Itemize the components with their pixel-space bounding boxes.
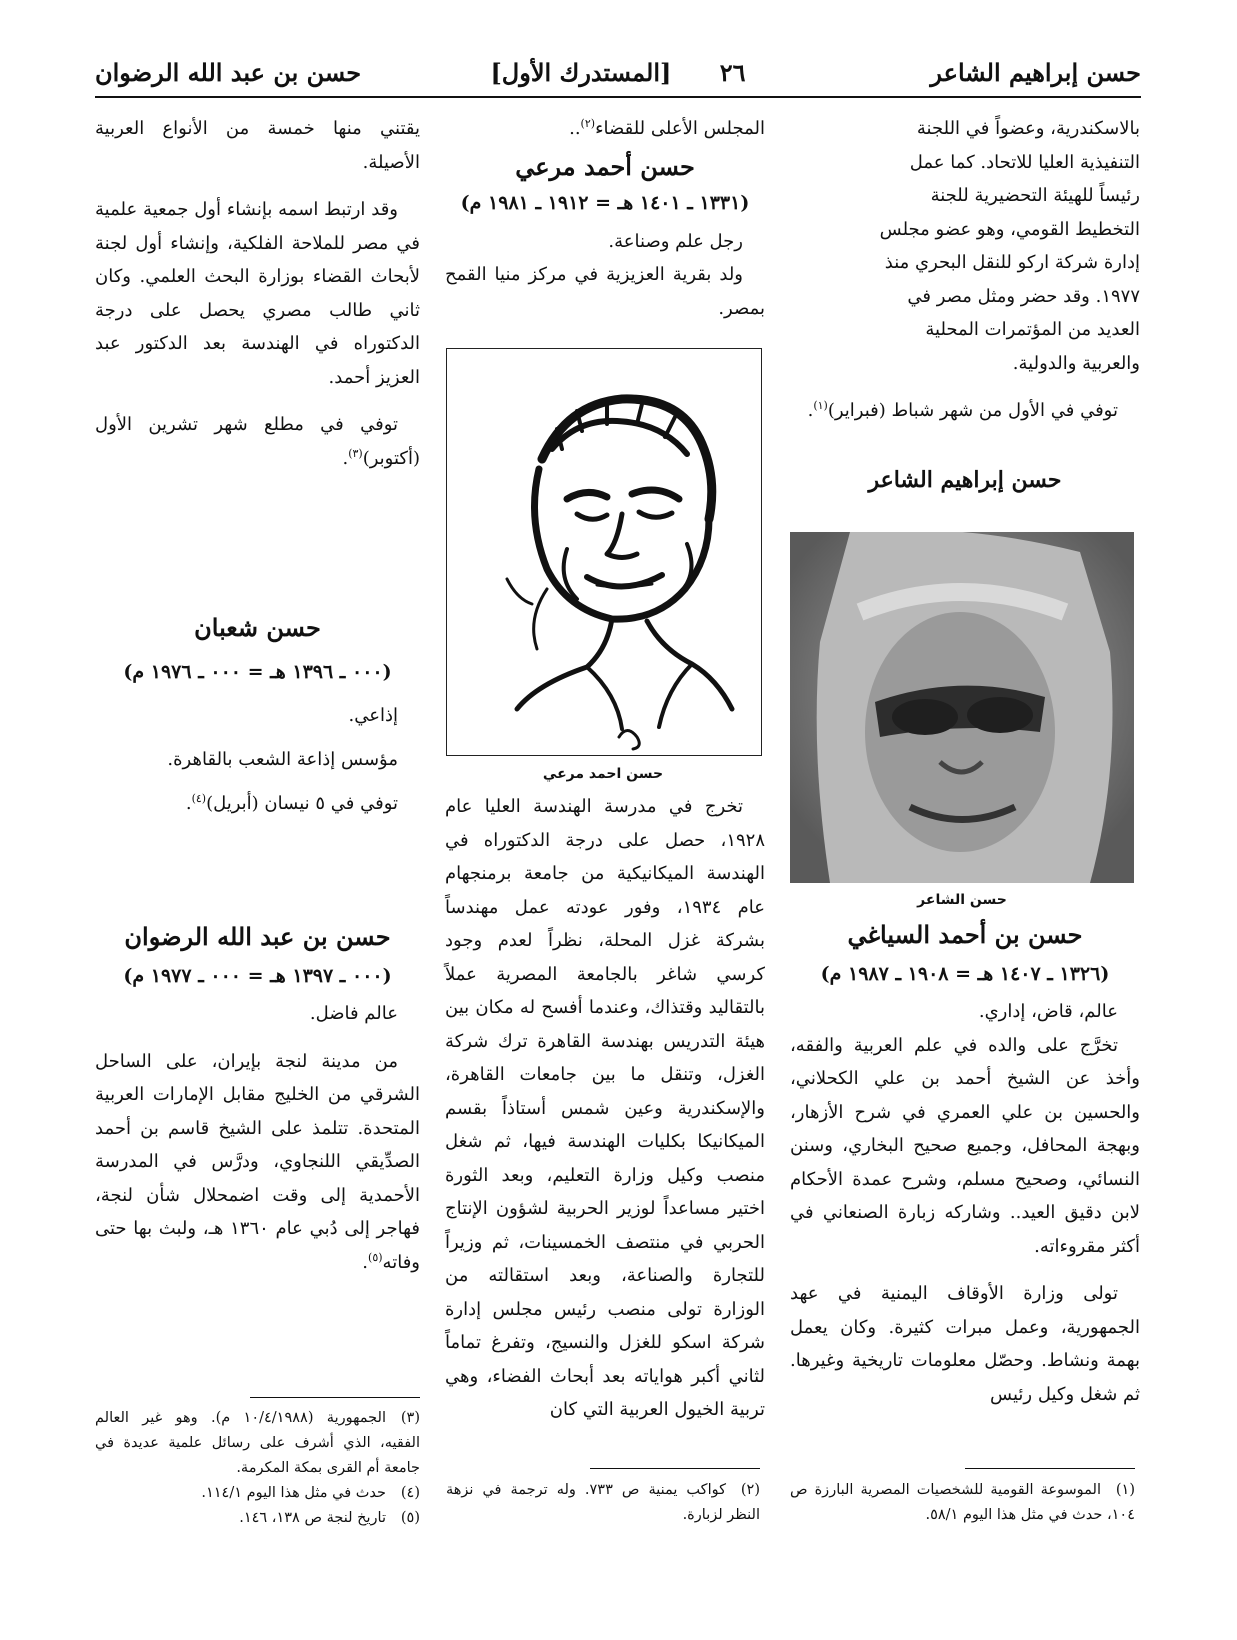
bio-title-radwan: حسن بن عبد الله الرضوان [124,922,391,951]
footnote [95,1406,420,1481]
bio-role-shaaban: إذاعي. [348,705,398,726]
column-middle-lower [445,790,765,1427]
bio-text-radwan [95,1045,420,1280]
bio-dates-alsayaghi: (١٣٢٦ ـ ١٤٠٧ هـ = ١٩٠٨ ـ ١٩٨٧ م) [820,962,1110,985]
footnote [446,1478,760,1528]
text-line: ١٩٧٧. وقد حضر ومثل مصر في [907,285,1140,307]
bio-title-alshaer: حسن إبراهيم الشاعر [868,466,1062,493]
footnote-text: كواكب يمنية ص ٧٣٣. وله ترجمة في نزهة النظر لزبارة. [446,1482,760,1523]
portrait-photo [790,532,1134,883]
bio-role-radwan: عالم فاضل. [309,1003,398,1024]
text-line: التنفيذية العليا للاتحاد. كما عمل [909,151,1140,173]
footnote [790,1478,1135,1528]
photo-caption: حسن الشاعر [917,892,1007,908]
footnote-text: تاريخ لنجة ص ١٣٨، ١٤٦. [239,1510,386,1526]
bio-title-shaaban: حسن شعبان [194,613,321,642]
bio-text-shaaban: مؤسس إذاعة الشعب بالقاهرة. [167,749,398,770]
footnotes-middle [446,1478,760,1528]
footnote-rule-right [965,1468,1135,1469]
footnote-mark: (١) [1115,1482,1135,1498]
period: . [807,400,814,421]
footnote-ref: (٣) [348,446,363,460]
bio-birth-marei: ولد بقرية العزيزية في مركز منيا القمح بمصر. [445,264,765,319]
period: . [362,1251,369,1273]
footnote [95,1506,420,1531]
text-line: رئيساً للهيئة التحضيرية للجنة [930,185,1140,206]
portrait-sketch [446,348,762,756]
bio-role-alsayaghi: عالم، قاض، إداري. [978,1001,1118,1022]
sketch-caption: حسن احمد مرعي [542,766,664,782]
bio-death-shaaban [95,782,420,826]
header-left-title: حسن بن عبد الله الرضوان [95,58,362,87]
footnote-ref: (٢) [580,117,596,130]
bio-block-shaaban [95,606,420,826]
footnote-ref: (٤) [191,792,207,805]
header-center-title: [المستدرك الأول] [490,58,672,87]
bio-dates-radwan: (٠٠٠ ـ ١٣٩٧ هـ = ٠٠٠ ـ ١٩٧٧ م) [123,964,392,987]
death-text: توفي في الأول من شهر شباط (فبراير) [827,400,1118,421]
running-header [95,52,1141,98]
footnote [95,1481,420,1506]
footnote-mark: (٥) [400,1510,420,1526]
footnotes-left [95,1406,420,1531]
period: . [185,793,192,814]
footnote-text: الجمهورية (١٠/٤/١٩٨٨ م). وهو غير العالم الفقيه، الذي أشرف على رسائل علمية عديدة في جامعة أم القرى بمكة المكرمة. [95,1410,420,1476]
bio-text-alsayaghi-2: تولى وزارة الأوقاف اليمنية في عهد الجمهورية، وعمل مبرات كثيرة. وكان يعمل بهمة ونشاط. وحصّل معلومات تاريخية وغيرها. ثم شغل وكيل رئيس [790,1283,1140,1405]
text-line: إدارة شركة اركو للنقل البحري منذ [884,252,1140,273]
page-number: ٢٦ [719,58,746,87]
bio-text-marei-cont: وقد ارتبط اسمه بإنشاء أول جمعية علمية في مصر للملاحة الفلكية، وإنشاء أول لجنة لأبحاث القضاء بوزارة البحث العلمي. وكان ثاني طالب مصري يحصل على درجة الدكتوراه في الهندسة بعد الدكتور عبد العزيز أحمد. [95,199,420,388]
footnote-text: حدث في مثل هذا اليوم ١١٤/١. [201,1485,386,1501]
bio-text-marei: تخرج في مدرسة الهندسة العليا عام ١٩٢٨، حصل على درجة الدكتوراه في الهندسة الميكانيكية من جامعة برمنجهام عام ١٩٣٤، وفور عودته عمل مهندساً بشركة غزل المحلة، نظراً لعدم وجود كرسي شاغر بالجامعة المصرية عملاً بالتقاليد وقتذاك، وعندما أفسح له مكان بين هيئة التدريس بهندسة القاهرة ترك شركة الغزل، وتنقل ما بين جامعات القاهرة، والإسكندرية وعين شمس أستاذاً بقسم الميكانيكا بكليات الهندسة فيها، ثم شغل منصب وكيل وزارة التعليم، وبعد الثورة اختير مساعداً لوزير الحربية لشؤون الإنتاج الحربي في منتصف الخمسينات، ثم وزيراً للتجارة والصناعة، وبعد استقالته من الوزارة تولى منصب رئيس مجلس إدارة شركة اسكو للغزل والنسيج، وتفرغ تماماً لثاني أكبر هواياته بعد أبحاث الفضاء، وهي تربية الخيول العربية التي كان [445,796,765,1420]
death-text: توفي في مطلع شهر تشرين الأول (أكتوبر) [95,414,420,469]
text-line: العديد من المؤتمرات المحلية [925,319,1140,340]
column-left [95,112,420,475]
continued-text-body: المجلس الأعلى للقضاء [595,118,765,139]
bio-dates-shaaban: (٠٠٠ ـ ١٣٩٦ هـ = ٠٠٠ ـ ١٩٧٦ م) [123,661,392,683]
period: . [342,447,349,469]
header-right-title: حسن إبراهيم الشاعر [930,58,1141,87]
column-right-lower [790,918,1140,1411]
continued-text: يقتني منها خمسة من الأنواع العربية الأصيلة. [95,118,420,173]
column-right [790,112,1140,497]
portrait-sketch-image [447,349,761,755]
bio-text-alsayaghi-1: تخرَّج على والده في علم العربية والفقه، وأخذ عن الشيخ أحمد بن علي الكحلاني، والحسين بن علي العمري في شرح الأزهار، وبهجة المحافل، وجميع صحيح البخاري، وسنن النسائي، وصحيح مسلم، وشرح عمدة الأحكام لابن دقيق العيد.. وشاركه زبارة الصنعاني في أكثر مقروءاته. [790,1034,1140,1257]
bio-title-alsayaghi: حسن بن أحمد السياغي [847,920,1083,949]
footnote-mark: (٢) [740,1482,760,1498]
bio-role-marei: رجل علم وصناعة. [608,230,743,252]
footnote-rule-left [250,1397,420,1398]
bio-text-radwan-body: من مدينة لنجة بإيران، على الساحل الشرقي من الخليج مقابل الإمارات العربية المتحدة. تتلمذ على الشيخ قاسم بن أحمد الصدِّيقي اللنجاوي، ودرَّس في المدرسة الأحمدية إلى وقت اضمحلال شأن لنجة، فهاجر إلى دُبي عام ١٣٦٠ هـ، ولبث بها حتى وفاته [95,1050,420,1273]
footnote-ref: (١) [813,399,828,412]
text-line: والعربية والدولية. [1012,352,1140,374]
column-middle [445,112,765,325]
bio-block-radwan [95,920,420,1279]
header-rule [95,96,1141,98]
ellipsis: .. [569,118,581,139]
bio-dates-marei: (١٣٣١ ـ ١٤٠١ هـ = ١٩١٢ ـ ١٩٨١ م) [460,192,750,214]
footnote-mark: (٤) [400,1485,420,1501]
death-text: توفي في ٥ نيسان (أبريل) [206,793,398,814]
footnotes-right [790,1478,1135,1528]
bio-title-marei: حسن أحمد مرعي [515,151,695,181]
text-line: بالاسكندرية، وعضواً في اللجنة [916,118,1140,139]
death-paragraph [95,408,420,475]
footnote-rule-middle [590,1468,760,1469]
footnote-ref: (٥) [368,1250,383,1264]
text-line: التخطيط القومي، وهو عضو مجلس [879,218,1140,240]
death-paragraph [790,394,1140,428]
continued-text [445,112,765,146]
footnote-mark: (٣) [400,1410,420,1426]
footnote-text: الموسوعة القومية للشخصيات المصرية البارزة ص ١٠٤، حدث في مثل هذا اليوم ٥٨/١. [790,1482,1135,1523]
portrait-photo-image [790,532,1134,883]
